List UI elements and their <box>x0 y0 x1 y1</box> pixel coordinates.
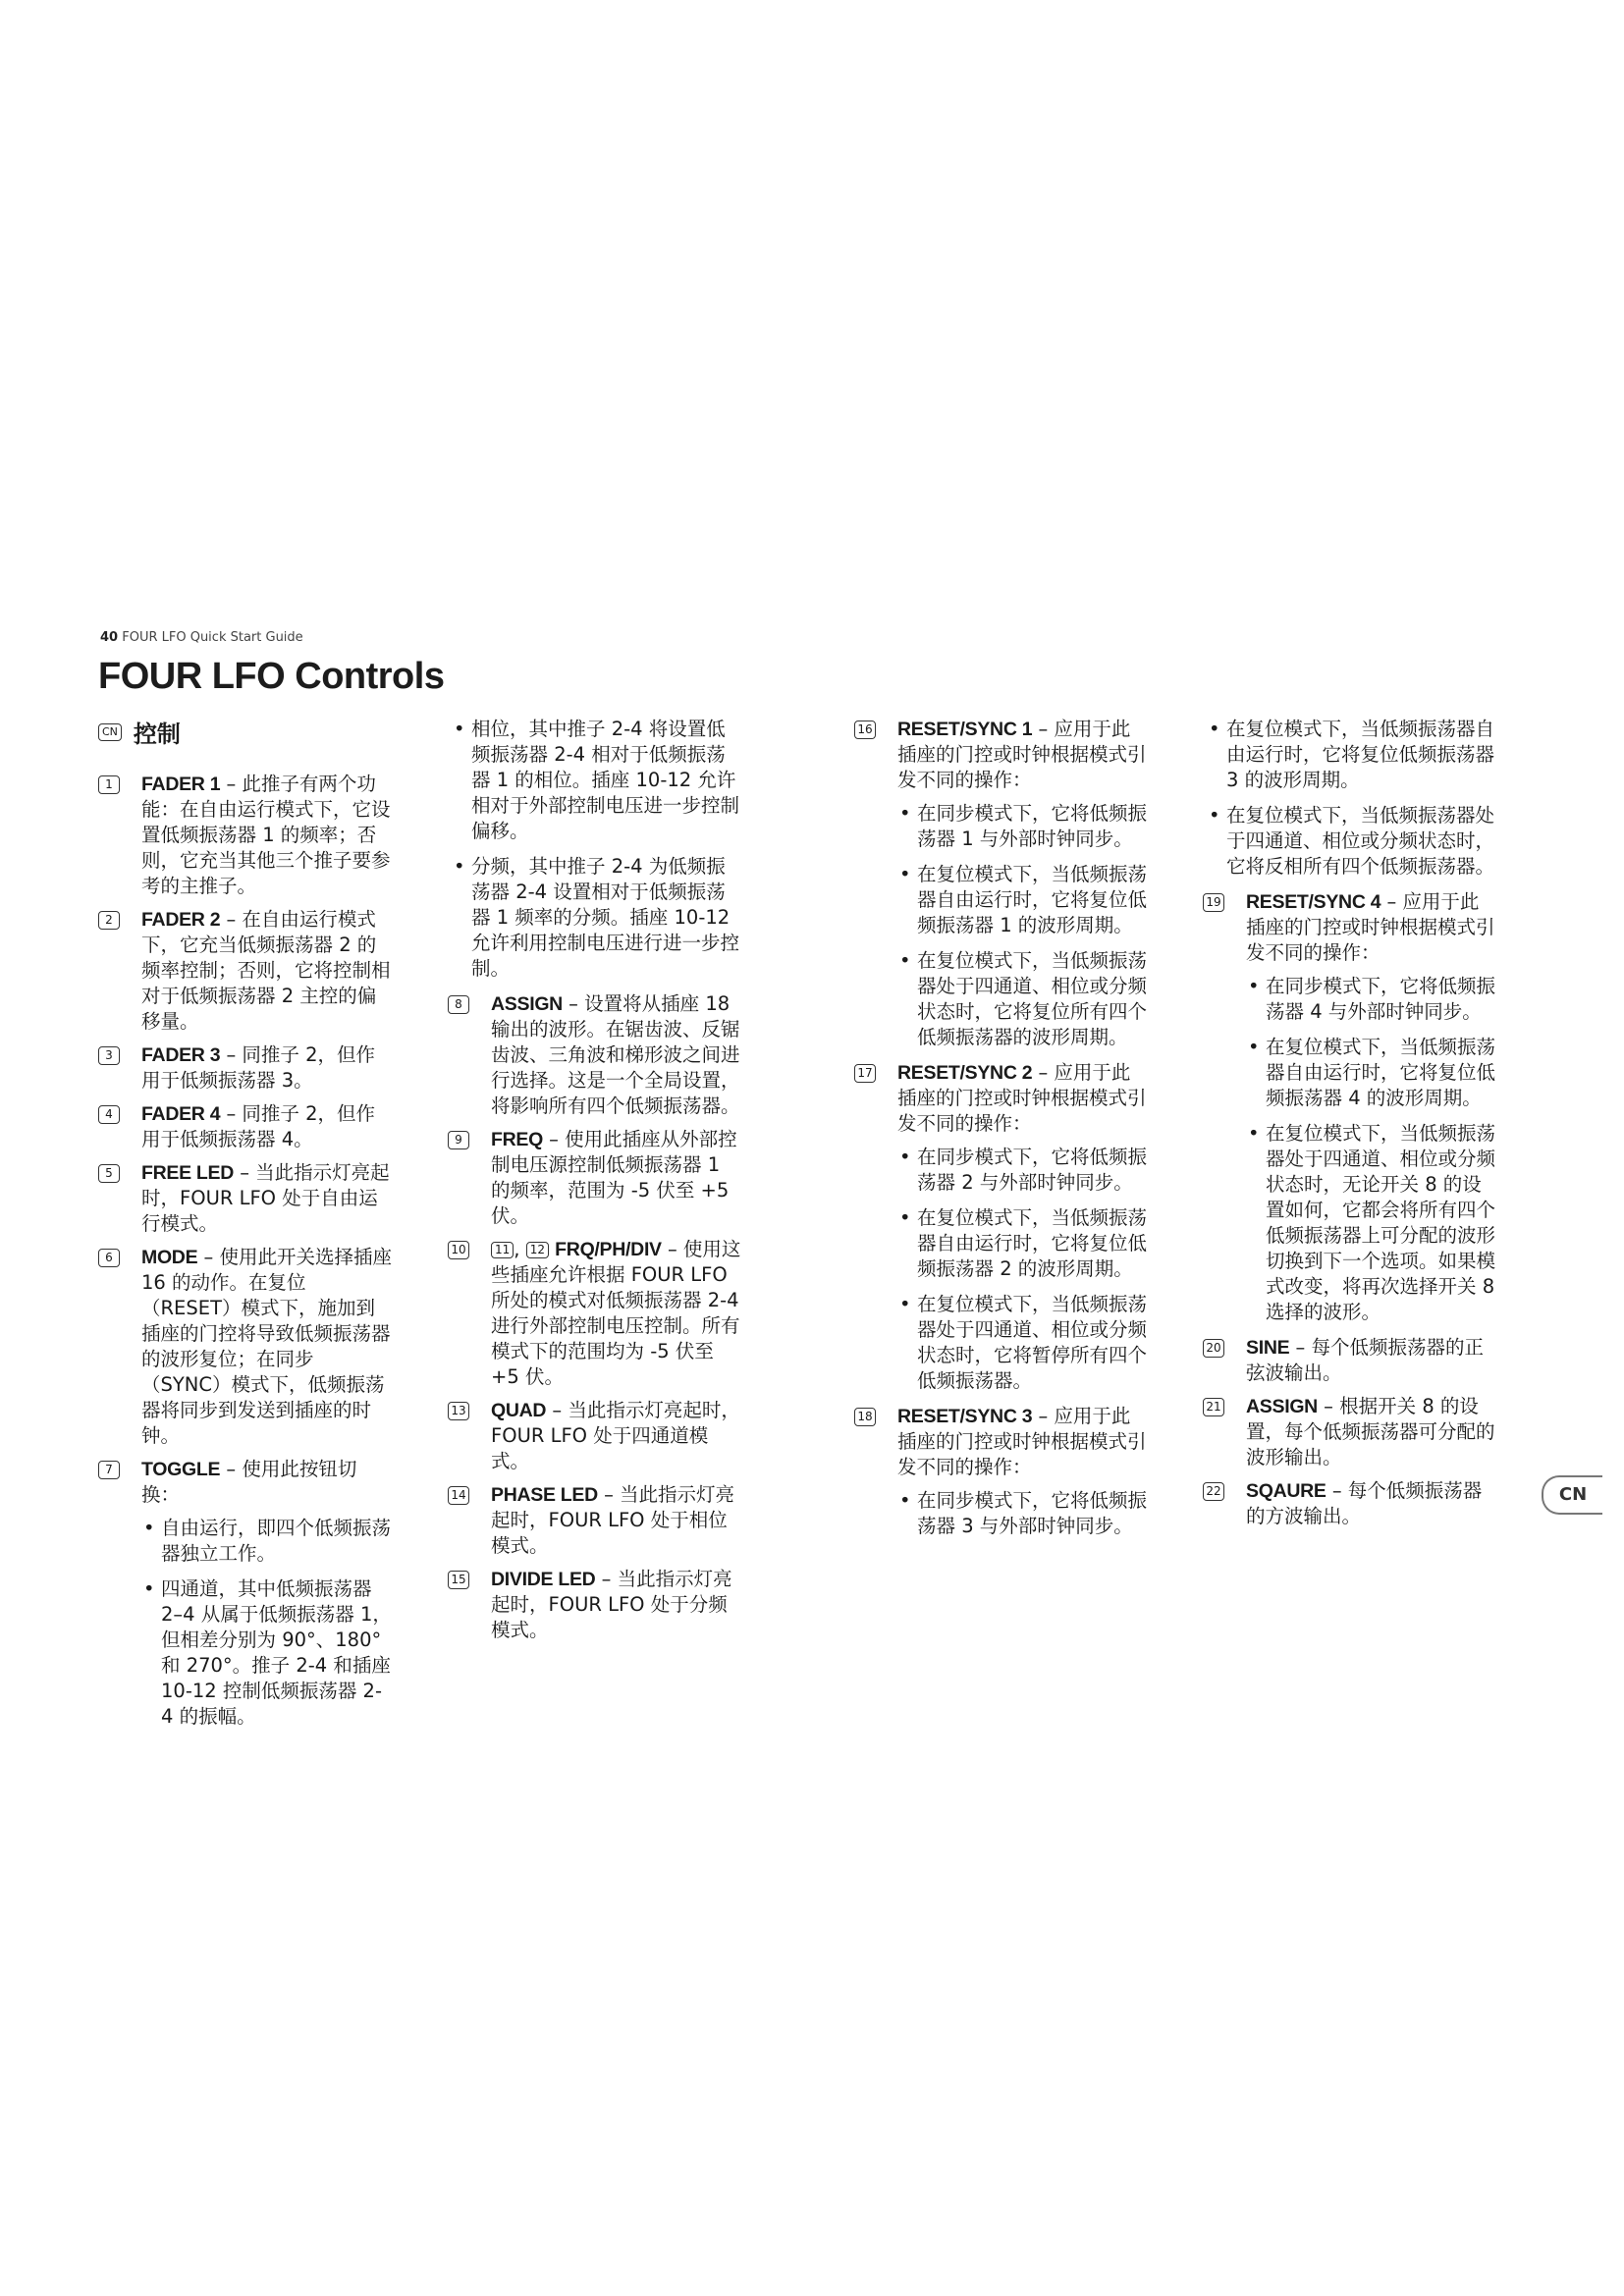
guide-name: FOUR LFO Quick Start Guide <box>122 630 303 645</box>
item-term: QUAD <box>491 1400 547 1421</box>
column-1 <box>98 772 393 1739</box>
item-number: 18 <box>854 1408 876 1426</box>
item-term: FADER 3 <box>141 1044 221 1066</box>
item-free-led <box>98 1160 393 1237</box>
item-reset-sync-3 <box>854 1404 1149 1480</box>
bullet-reset-modes: • 在复位模式下，当低频振荡器处于四通道、相位或分频状态时，它将复位所有四个低频振荡器的波形周期。 <box>854 948 1149 1050</box>
item-text: – 使用此按钮切换： <box>141 1458 357 1506</box>
item-number: 20 <box>1203 1339 1224 1358</box>
item-term: RESET/SYNC 2 <box>897 1062 1033 1084</box>
page-title: FOUR LFO Controls <box>98 656 445 697</box>
bullet-reset-modes: • 在复位模式下，当低频振荡器处于四通道、相位或分频状态时，它将暂停所有四个低频振荡器。 <box>854 1292 1149 1394</box>
item-text: – 同推子 2，但作用于低频振荡器 4。 <box>141 1102 376 1150</box>
item-number: 1 <box>98 775 120 794</box>
section-title: 控制 <box>133 721 181 748</box>
item-number: 8 <box>448 995 469 1014</box>
item-number: 13 <box>448 1402 469 1420</box>
item-square <box>1203 1478 1497 1529</box>
column-3 <box>854 717 1149 1549</box>
item-frq-ph-div: 10 11 , 12 FRQ/PH/DIV – 使用这些插座允许根据 FOUR LFO 所处的模式对低频振荡器 2-4 进行外部控制电压控制。所有模式下的范围均为 -5 伏至 +5 伏。 <box>448 1237 742 1390</box>
item-text: – 使用这些插座允许根据 FOUR LFO 所处的模式对低频振荡器 2-4 进行外部控制电压控制。所有模式下的范围均为 -5 伏至 +5 伏。 <box>491 1238 741 1388</box>
item-number: 10 <box>448 1241 469 1259</box>
item-term: ASSIGN <box>1246 1396 1318 1417</box>
bullet-sync: • 在同步模式下，它将低频振荡器 1 与外部时钟同步。 <box>854 801 1149 852</box>
bullet-divide: • 分频，其中推子 2-4 为低频振荡器 2-4 设置相对于低频振荡器 1 频率的分频。插座 10-12 允许利用控制电压进行进一步控制。 <box>448 854 742 982</box>
item-number: 7 <box>98 1461 120 1479</box>
item-term: DIVIDE LED <box>491 1569 596 1590</box>
item-text: – 此推子有两个功能：在自由运行模式下，它设置低频振荡器 1 的频率；否则，它充当其他三个推子要参考的主推子。 <box>141 773 391 897</box>
section-heading <box>98 715 181 749</box>
item-number: 21 <box>1203 1398 1224 1416</box>
item-term: SQAURE <box>1246 1480 1326 1502</box>
item-fader-4 <box>98 1101 393 1152</box>
item-text: – 应用于此插座的门控或时钟根据模式引发不同的操作： <box>897 1405 1147 1478</box>
item-text: – 设置将从插座 18 输出的波形。在锯齿波、反锯齿波、三角波和梯形波之间进行选择。这是一个全局设置，将影响所有四个低频振荡器。 <box>491 992 740 1117</box>
language-badge: CN <box>98 723 122 741</box>
item-number: 6 <box>98 1249 120 1267</box>
bullet-sync: • 在同步模式下，它将低频振荡器 2 与外部时钟同步。 <box>854 1145 1149 1196</box>
item-number: 3 <box>98 1046 120 1065</box>
item-term: SINE <box>1246 1337 1290 1359</box>
item-text: – 使用此开关选择插座 16 的动作。在复位（RESET）模式下，施加到插座的门控将导致低频振荡器的波形复位；在同步（SYNC）模式下，低频振荡器将同步到发送到插座的时钟。 <box>141 1246 392 1447</box>
item-text: – 使用此插座从外部控制电压源控制低频振荡器 1 的频率，范围为 -5 伏至 +5 伏。 <box>491 1128 737 1227</box>
item-text: – 当此指示灯亮起时，FOUR LFO 处于自由运行模式。 <box>141 1161 390 1235</box>
item-number: 2 <box>98 911 120 930</box>
item-text: – 当此指示灯亮起时，FOUR LFO 处于相位模式。 <box>491 1483 735 1557</box>
item-term: FADER 1 <box>141 774 221 795</box>
item-divide-led <box>448 1567 742 1643</box>
item-freq <box>448 1127 742 1229</box>
bullet-reset-modes: • 在复位模式下，当低频振荡器处于四通道、相位或分频状态时，无论开关 8 的设置如何，它都会将所有四个低频振荡器上可分配的波形切换到下一个选项。如果模式改变，将再次选择开关 8 选择的波形。 <box>1203 1121 1497 1325</box>
item-number: 22 <box>1203 1482 1224 1501</box>
item-sine <box>1203 1335 1497 1386</box>
item-number: 4 <box>98 1105 120 1124</box>
inline-number: 12 <box>526 1242 549 1258</box>
item-term: PHASE LED <box>491 1484 598 1506</box>
item-text: – 当此指示灯亮起时，FOUR LFO 处于四通道模式。 <box>491 1399 740 1472</box>
item-term: TOGGLE <box>141 1459 221 1480</box>
item-mode <box>98 1245 393 1449</box>
language-tab: CN <box>1542 1475 1602 1515</box>
bullet-quad: • 四通道，其中低频振荡器 2–4 从属于低频振荡器 1，但相差分别为 90°、180° 和 270°。推子 2-4 和插座 10-12 控制低频振荡器 2-4 的振幅。 <box>98 1576 393 1730</box>
item-term: ASSIGN <box>491 993 563 1015</box>
item-term: RESET/SYNC 4 <box>1246 891 1381 913</box>
item-term: FRQ/PH/DIV <box>555 1239 662 1260</box>
item-fader-3 <box>98 1042 393 1094</box>
bullet-reset-free: • 在复位模式下，当低频振荡器自由运行时，它将复位低频振荡器 1 的波形周期。 <box>854 862 1149 938</box>
item-fader-1 <box>98 772 393 899</box>
item-term: MODE <box>141 1247 198 1268</box>
item-number: 16 <box>854 721 876 739</box>
item-term: FADER 2 <box>141 909 221 931</box>
item-reset-sync-1 <box>854 717 1149 793</box>
item-text: – 同推子 2，但作用于低频振荡器 3。 <box>141 1043 376 1092</box>
item-number: 17 <box>854 1064 876 1083</box>
bullet-phase: • 相位，其中推子 2-4 将设置低频振荡器 2-4 相对于低频振荡器 1 的相位。插座 10-12 允许相对于外部控制电压进一步控制偏移。 <box>448 717 742 844</box>
item-assign-out <box>1203 1394 1497 1470</box>
item-reset-sync-4 <box>1203 889 1497 966</box>
item-number: 19 <box>1203 893 1224 912</box>
item-text: – 每个低频振荡器的方波输出。 <box>1246 1479 1483 1527</box>
page-header <box>100 630 303 645</box>
item-text: – 在自由运行模式下，它充当低频振荡器 2 的频率控制；否则，它将控制相对于低频振荡器 2 主控的偏移量。 <box>141 908 391 1033</box>
item-number: 5 <box>98 1164 120 1183</box>
column-4 <box>1203 717 1497 1537</box>
item-text: – 应用于此插座的门控或时钟根据模式引发不同的操作： <box>897 1061 1147 1135</box>
item-text: – 应用于此插座的门控或时钟根据模式引发不同的操作： <box>1246 890 1495 964</box>
item-toggle <box>98 1457 393 1508</box>
bullet-sync: • 在同步模式下，它将低频振荡器 3 与外部时钟同步。 <box>854 1488 1149 1539</box>
item-number: 14 <box>448 1486 469 1505</box>
bullet-reset-free: • 在复位模式下，当低频振荡器自由运行时，它将复位低频振荡器 2 的波形周期。 <box>854 1205 1149 1282</box>
item-text: – 当此指示灯亮起时，FOUR LFO 处于分频模式。 <box>491 1568 732 1641</box>
item-number: 15 <box>448 1571 469 1589</box>
page-number: 40 <box>100 630 119 645</box>
item-number: 9 <box>448 1131 469 1149</box>
item-term: RESET/SYNC 1 <box>897 719 1033 740</box>
item-term: FREQ <box>491 1129 543 1150</box>
item-assign <box>448 991 742 1119</box>
item-phase-led <box>448 1482 742 1559</box>
column-2 <box>448 717 742 1651</box>
item-term: RESET/SYNC 3 <box>897 1406 1033 1427</box>
item-reset-sync-2 <box>854 1060 1149 1137</box>
bullet-reset-free: • 在复位模式下，当低频振荡器自由运行时，它将复位低频振荡器 4 的波形周期。 <box>1203 1035 1497 1111</box>
inline-number: 11 <box>491 1242 514 1258</box>
item-text: – 应用于此插座的门控或时钟根据模式引发不同的操作： <box>897 718 1147 791</box>
bullet-sync: • 在同步模式下，它将低频振荡器 4 与外部时钟同步。 <box>1203 974 1497 1025</box>
item-term: FREE LED <box>141 1162 235 1184</box>
item-quad <box>448 1398 742 1474</box>
item-fader-2 <box>98 907 393 1035</box>
bullet-free-run: • 自由运行，即四个低频振荡器独立工作。 <box>98 1516 393 1567</box>
item-term: FADER 4 <box>141 1103 221 1125</box>
item-text: – 每个低频振荡器的正弦波输出。 <box>1246 1336 1484 1384</box>
bullet-reset-free: • 在复位模式下，当低频振荡器自由运行时，它将复位低频振荡器 3 的波形周期。 <box>1203 717 1497 793</box>
bullet-reset-modes: • 在复位模式下，当低频振荡器处于四通道、相位或分频状态时，它将反相所有四个低频振荡器。 <box>1203 803 1497 880</box>
item-text: – 根据开关 8 的设置，每个低频振荡器可分配的波形输出。 <box>1246 1395 1495 1468</box>
